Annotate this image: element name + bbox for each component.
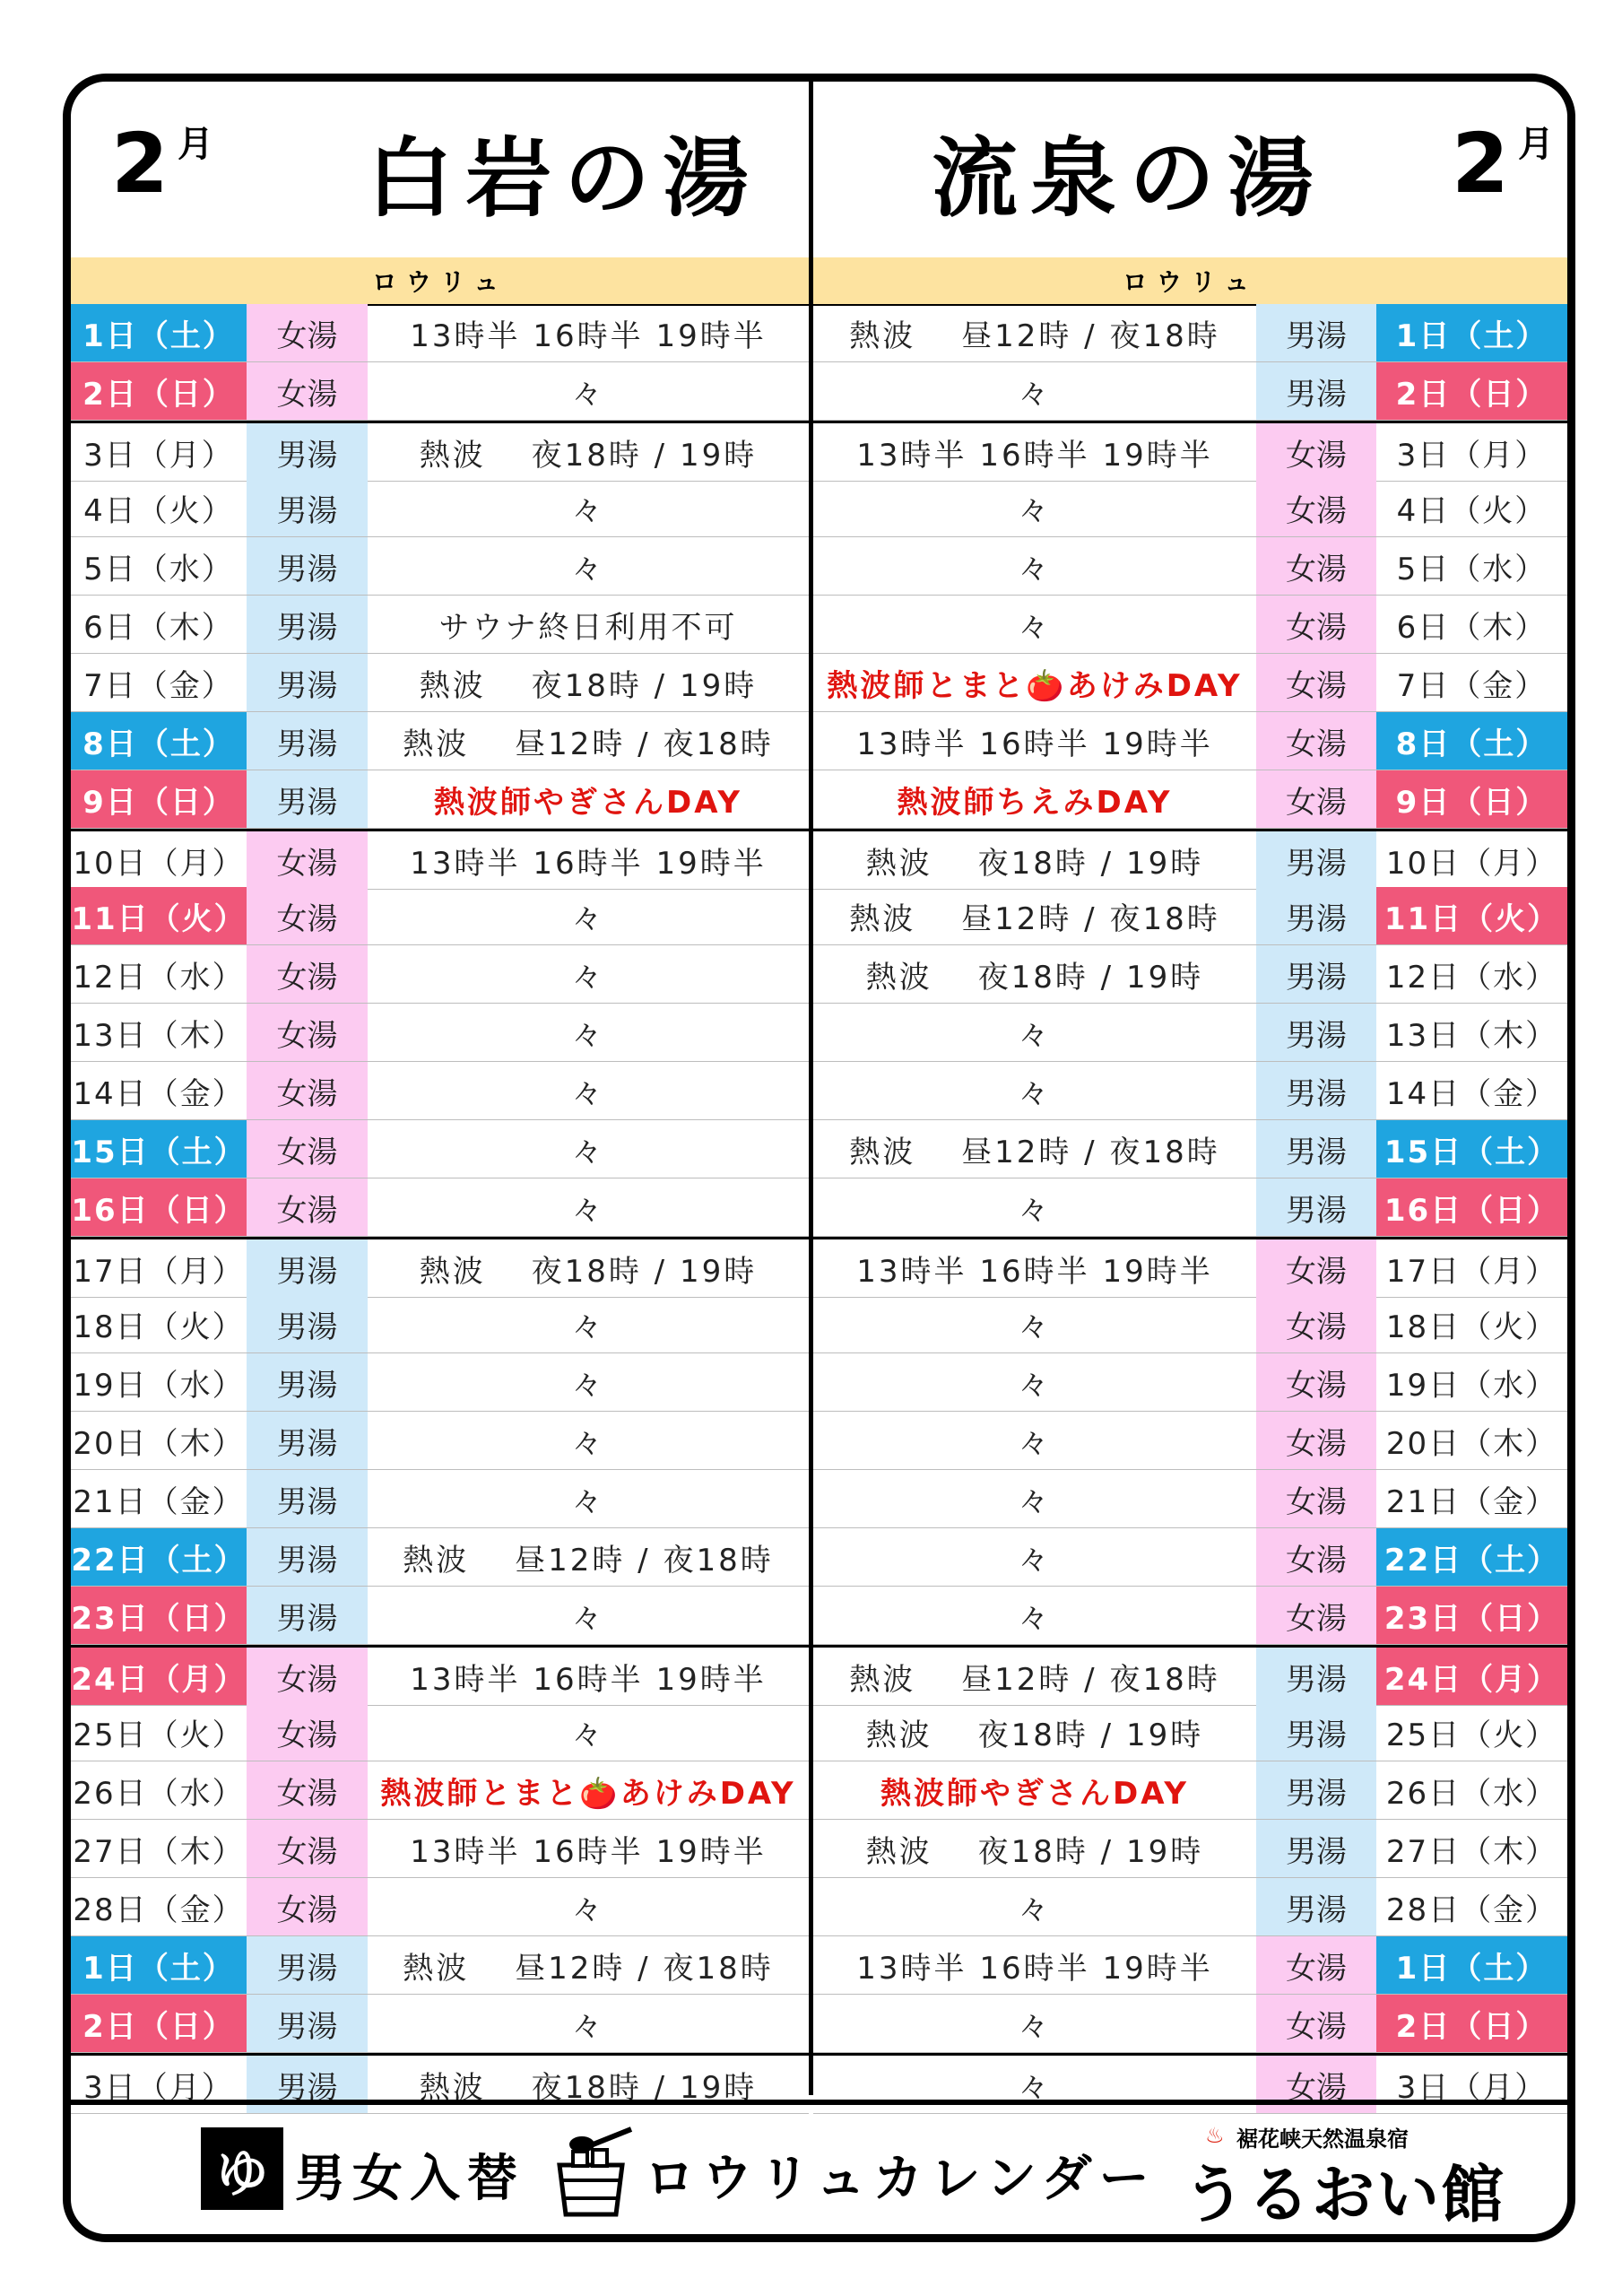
left-date: 25日（火） xyxy=(71,1703,247,1761)
right-date: 24日（月） xyxy=(1376,1648,1567,1706)
right-date: 5日（水） xyxy=(1376,537,1567,596)
right-bath: 女湯 xyxy=(1256,2056,1376,2114)
right-date: 27日（木） xyxy=(1376,1820,1567,1878)
sauna-bucket-icon xyxy=(546,2125,636,2222)
left-lowly-schedule: 々 xyxy=(368,1412,809,1470)
left-lowly-schedule: 熱波師やぎさんDAY xyxy=(368,770,809,829)
right-bath: 女湯 xyxy=(1256,1470,1376,1528)
right-lowly-schedule: 々 xyxy=(813,1062,1256,1120)
schedule-row xyxy=(71,887,1567,945)
inn-subtitle: 裾花峡天然温泉宿 xyxy=(1236,2126,1409,2152)
right-date: 22日（土） xyxy=(1376,1528,1567,1587)
right-lowly-schedule: 13時半 16時半 19時半 xyxy=(813,1936,1256,1995)
right-date: 19日（水） xyxy=(1376,1353,1567,1412)
right-date: 15日（土） xyxy=(1376,1120,1567,1178)
left-date: 10日（月） xyxy=(71,831,247,890)
calendar-frame xyxy=(63,74,1575,2242)
left-date: 2日（日） xyxy=(71,1995,247,2053)
right-date: 1日（土） xyxy=(1376,304,1567,362)
right-bath: 男湯 xyxy=(1256,887,1376,945)
schedule-row xyxy=(71,1062,1567,1120)
left-lowly-schedule: 々 xyxy=(368,479,809,537)
right-lowly-schedule: 々 xyxy=(813,1587,1256,1645)
left-bath: 女湯 xyxy=(247,1178,368,1237)
left-lowly-schedule: 々 xyxy=(368,1178,809,1237)
right-lowly-schedule: 13時半 16時半 19時半 xyxy=(813,712,1256,770)
left-bath: 男湯 xyxy=(247,654,368,712)
left-lowly-schedule: 熱波 夜18時 / 19時 xyxy=(368,654,809,712)
hot-spring-logo-icon: ゆ xyxy=(201,2127,283,2210)
left-date: 23日（日） xyxy=(71,1587,247,1645)
right-lowly-schedule: 熱波 夜18時 / 19時 xyxy=(813,831,1256,890)
left-date: 17日（月） xyxy=(71,1239,247,1298)
right-lowly-schedule: 熱波師とまと🍅あけみDAY xyxy=(813,654,1256,712)
left-bath: 女湯 xyxy=(247,887,368,945)
right-bath: 男湯 xyxy=(1256,1820,1376,1878)
schedule-row xyxy=(71,1528,1567,1587)
schedule-row xyxy=(71,1120,1567,1178)
schedule-row xyxy=(71,1878,1567,1936)
left-date: 8日（土） xyxy=(71,712,247,770)
right-lowly-schedule: 々 xyxy=(813,1995,1256,2053)
left-lowly-schedule: 13時半 16時半 19時半 xyxy=(368,1648,809,1706)
left-date: 3日（月） xyxy=(71,2056,247,2114)
schedule-row xyxy=(71,770,1567,829)
left-bath: 女湯 xyxy=(247,1761,368,1820)
right-bath: 男湯 xyxy=(1256,1878,1376,1936)
right-lowly-schedule: 々 xyxy=(813,1295,1256,1353)
left-bath: 男湯 xyxy=(247,712,368,770)
left-bath: 女湯 xyxy=(247,304,368,362)
right-date: 9日（日） xyxy=(1376,770,1567,829)
left-bath-title: 白岩の湯 xyxy=(367,127,761,229)
right-date: 18日（火） xyxy=(1376,1295,1567,1353)
left-lowly-schedule: 々 xyxy=(368,537,809,596)
left-lowly-schedule: 熱波 昼12時 / 夜18時 xyxy=(368,1936,809,1995)
left-lowly-schedule: 々 xyxy=(368,1587,809,1645)
left-date: 5日（水） xyxy=(71,537,247,596)
footer-calendar-title: ロウリュカレンダー xyxy=(645,2150,1157,2208)
left-lowly-schedule: 々 xyxy=(368,1062,809,1120)
left-date: 27日（木） xyxy=(71,1820,247,1878)
left-lowly-schedule: 熱波 夜18時 / 19時 xyxy=(368,423,809,482)
left-bath: 女湯 xyxy=(247,1120,368,1178)
right-date: 20日（木） xyxy=(1376,1412,1567,1470)
right-lowly-schedule: 々 xyxy=(813,1178,1256,1237)
right-lowly-schedule: 々 xyxy=(813,362,1256,421)
left-date: 7日（金） xyxy=(71,654,247,712)
left-lowly-schedule: 々 xyxy=(368,1703,809,1761)
left-lowly-schedule: 々 xyxy=(368,1295,809,1353)
right-lowly-schedule: 々 xyxy=(813,479,1256,537)
center-divider xyxy=(809,82,813,2095)
right-date: 7日（金） xyxy=(1376,654,1567,712)
schedule-row xyxy=(71,1237,1567,1298)
left-bath: 男湯 xyxy=(247,1587,368,1645)
left-bath: 男湯 xyxy=(247,1470,368,1528)
right-lowly-schedule: 熱波 昼12時 / 夜18時 xyxy=(813,1648,1256,1706)
right-date: 25日（火） xyxy=(1376,1703,1567,1761)
right-date: 4日（火） xyxy=(1376,479,1567,537)
left-date: 6日（木） xyxy=(71,596,247,654)
left-lowly-schedule: 13時半 16時半 19時半 xyxy=(368,1820,809,1878)
header xyxy=(71,82,1567,262)
right-bath: 男湯 xyxy=(1256,1703,1376,1761)
right-date: 2日（日） xyxy=(1376,362,1567,421)
right-lowly-schedule: 熱波 昼12時 / 夜18時 xyxy=(813,887,1256,945)
left-bath: 男湯 xyxy=(247,1295,368,1353)
schedule-row xyxy=(71,1178,1567,1237)
left-date: 26日（水） xyxy=(71,1761,247,1820)
left-bath: 男湯 xyxy=(247,1239,368,1298)
right-bath: 男湯 xyxy=(1256,1761,1376,1820)
left-bath: 男湯 xyxy=(247,1353,368,1412)
schedule-row xyxy=(71,1761,1567,1820)
left-lowly-schedule: サウナ終日利用不可 xyxy=(368,596,809,654)
left-lowly-schedule: 熱波 夜18時 / 19時 xyxy=(368,2056,809,2114)
left-bath: 男湯 xyxy=(247,1412,368,1470)
right-lowly-schedule: 熱波 夜18時 / 19時 xyxy=(813,1703,1256,1761)
left-bath: 女湯 xyxy=(247,1648,368,1706)
right-bath: 男湯 xyxy=(1256,304,1376,362)
right-bath: 男湯 xyxy=(1256,1120,1376,1178)
right-lowly-schedule: 熱波師ちえみDAY xyxy=(813,770,1256,829)
left-date: 21日（金） xyxy=(71,1470,247,1528)
right-lowly-schedule: 々 xyxy=(813,596,1256,654)
right-bath: 女湯 xyxy=(1256,1587,1376,1645)
left-bath: 男湯 xyxy=(247,1936,368,1995)
left-date: 19日（水） xyxy=(71,1353,247,1412)
left-date: 18日（火） xyxy=(71,1295,247,1353)
left-bath: 女湯 xyxy=(247,831,368,890)
right-bath: 女湯 xyxy=(1256,1353,1376,1412)
left-lowly-schedule: 々 xyxy=(368,362,809,421)
right-bath: 男湯 xyxy=(1256,1648,1376,1706)
right-bath: 女湯 xyxy=(1256,1528,1376,1587)
schedule-row xyxy=(71,1995,1567,2053)
right-lowly-schedule: 々 xyxy=(813,1528,1256,1587)
left-bath: 男湯 xyxy=(247,2056,368,2114)
left-lowly-schedule: 々 xyxy=(368,887,809,945)
schedule-row xyxy=(71,945,1567,1004)
left-lowly-schedule: 々 xyxy=(368,1004,809,1062)
left-date: 24日（月） xyxy=(71,1648,247,1706)
onsen-icon: ♨ xyxy=(1205,2123,1225,2148)
schedule-row xyxy=(71,1936,1567,1995)
schedule-row xyxy=(71,1004,1567,1062)
right-bath: 女湯 xyxy=(1256,479,1376,537)
schedule-row xyxy=(71,304,1567,362)
right-bath: 女湯 xyxy=(1256,1295,1376,1353)
left-bath: 女湯 xyxy=(247,362,368,421)
left-date: 3日（月） xyxy=(71,423,247,482)
left-date: 2日（日） xyxy=(71,362,247,421)
right-bath: 男湯 xyxy=(1256,831,1376,890)
right-lowly-schedule: 熱波 昼12時 / 夜18時 xyxy=(813,304,1256,362)
right-date: 23日（日） xyxy=(1376,1587,1567,1645)
right-bath: 女湯 xyxy=(1256,1239,1376,1298)
footer-swap-text: 男女入替 xyxy=(295,2150,525,2208)
right-date: 21日（金） xyxy=(1376,1470,1567,1528)
left-lowly-schedule: 熱波 夜18時 / 19時 xyxy=(368,1239,809,1298)
right-bath: 女湯 xyxy=(1256,1995,1376,2053)
schedule-row xyxy=(71,1703,1567,1761)
right-bath: 女湯 xyxy=(1256,654,1376,712)
left-lowly-header: ロウリュ xyxy=(71,257,809,306)
left-bath: 女湯 xyxy=(247,1878,368,1936)
left-bath: 男湯 xyxy=(247,770,368,829)
right-date: 26日（水） xyxy=(1376,1761,1567,1820)
right-bath: 男湯 xyxy=(1256,1004,1376,1062)
right-lowly-schedule: 々 xyxy=(813,2056,1256,2114)
left-date: 28日（金） xyxy=(71,1878,247,1936)
right-lowly-schedule: 々 xyxy=(813,1353,1256,1412)
right-date: 2日（日） xyxy=(1376,1995,1567,2053)
left-date: 22日（土） xyxy=(71,1528,247,1587)
left-bath: 男湯 xyxy=(247,479,368,537)
left-date: 9日（日） xyxy=(71,770,247,829)
left-date: 11日（火） xyxy=(71,887,247,945)
right-date: 6日（木） xyxy=(1376,596,1567,654)
left-bath: 女湯 xyxy=(247,1703,368,1761)
right-lowly-schedule: 々 xyxy=(813,1004,1256,1062)
right-bath: 女湯 xyxy=(1256,712,1376,770)
left-date: 15日（土） xyxy=(71,1120,247,1178)
left-bath: 男湯 xyxy=(247,423,368,482)
right-lowly-schedule: 々 xyxy=(813,1470,1256,1528)
left-lowly-schedule: 熱波師とまと🍅あけみDAY xyxy=(368,1761,809,1820)
left-date: 14日（金） xyxy=(71,1062,247,1120)
schedule-row xyxy=(71,1412,1567,1470)
right-date: 10日（月） xyxy=(1376,831,1567,890)
left-month-label xyxy=(111,116,213,212)
right-date: 8日（土） xyxy=(1376,712,1567,770)
right-date: 13日（木） xyxy=(1376,1004,1567,1062)
schedule-row xyxy=(71,362,1567,421)
right-date: 16日（日） xyxy=(1376,1178,1567,1237)
right-bath: 女湯 xyxy=(1256,423,1376,482)
inn-name: うるおい館 xyxy=(1183,2157,1505,2231)
right-lowly-schedule: 13時半 16時半 19時半 xyxy=(813,423,1256,482)
left-bath: 女湯 xyxy=(247,945,368,1004)
right-date: 1日（土） xyxy=(1376,1936,1567,1995)
left-lowly-schedule: 々 xyxy=(368,1353,809,1412)
left-bath: 男湯 xyxy=(247,596,368,654)
left-lowly-schedule: 13時半 16時半 19時半 xyxy=(368,831,809,890)
left-month-unit: 月 xyxy=(178,124,214,165)
right-bath-title: 流泉の湯 xyxy=(932,127,1326,229)
right-lowly-schedule: 熱波 昼12時 / 夜18時 xyxy=(813,1120,1256,1178)
right-lowly-schedule: 13時半 16時半 19時半 xyxy=(813,1239,1256,1298)
right-bath: 男湯 xyxy=(1256,1062,1376,1120)
right-lowly-schedule: 々 xyxy=(813,1878,1256,1936)
left-bath: 男湯 xyxy=(247,537,368,596)
schedule-row xyxy=(71,654,1567,712)
schedule-row xyxy=(71,712,1567,770)
right-bath: 女湯 xyxy=(1256,1412,1376,1470)
left-bath: 男湯 xyxy=(247,1528,368,1587)
schedule-row xyxy=(71,421,1567,482)
right-date: 3日（月） xyxy=(1376,2056,1567,2114)
right-lowly-schedule: 々 xyxy=(813,537,1256,596)
schedule-row xyxy=(71,1470,1567,1528)
schedule-row xyxy=(71,1645,1567,1706)
left-lowly-schedule: 熱波 昼12時 / 夜18時 xyxy=(368,712,809,770)
left-bath: 女湯 xyxy=(247,1820,368,1878)
right-lowly-schedule: 々 xyxy=(813,1412,1256,1470)
left-date: 1日（土） xyxy=(71,304,247,362)
right-bath: 女湯 xyxy=(1256,770,1376,829)
left-date: 16日（日） xyxy=(71,1178,247,1237)
schedule-row xyxy=(71,829,1567,890)
right-bath: 女湯 xyxy=(1256,537,1376,596)
right-lowly-schedule: 熱波師やぎさんDAY xyxy=(813,1761,1256,1820)
left-date: 20日（木） xyxy=(71,1412,247,1470)
right-bath: 男湯 xyxy=(1256,1178,1376,1237)
left-month-number: 2 xyxy=(111,116,169,212)
right-date: 17日（月） xyxy=(1376,1239,1567,1298)
schedule-row xyxy=(71,1295,1567,1353)
right-date: 11日（火） xyxy=(1376,887,1567,945)
right-lowly-header: ロウリュ xyxy=(813,257,1567,306)
right-date: 12日（水） xyxy=(1376,945,1567,1004)
footer xyxy=(71,2100,1567,2239)
left-lowly-schedule: 13時半 16時半 19時半 xyxy=(368,304,809,362)
right-date: 14日（金） xyxy=(1376,1062,1567,1120)
left-date: 13日（木） xyxy=(71,1004,247,1062)
right-bath: 女湯 xyxy=(1256,596,1376,654)
left-lowly-schedule: 々 xyxy=(368,1120,809,1178)
left-date: 12日（水） xyxy=(71,945,247,1004)
right-bath: 女湯 xyxy=(1256,1936,1376,1995)
schedule-row xyxy=(71,596,1567,654)
right-lowly-schedule: 熱波 夜18時 / 19時 xyxy=(813,945,1256,1004)
right-date: 28日（金） xyxy=(1376,1878,1567,1936)
schedule-row xyxy=(71,479,1567,537)
left-bath: 女湯 xyxy=(247,1004,368,1062)
schedule-row xyxy=(71,1820,1567,1878)
left-bath: 男湯 xyxy=(247,1995,368,2053)
right-month-number: 2 xyxy=(1452,116,1510,212)
left-lowly-schedule: 々 xyxy=(368,1878,809,1936)
schedule-row xyxy=(71,1353,1567,1412)
right-lowly-schedule: 熱波 夜18時 / 19時 xyxy=(813,1820,1256,1878)
right-bath: 男湯 xyxy=(1256,945,1376,1004)
left-lowly-schedule: 熱波 昼12時 / 夜18時 xyxy=(368,1528,809,1587)
right-month-unit: 月 xyxy=(1518,124,1555,165)
left-bath: 女湯 xyxy=(247,1062,368,1120)
right-date: 3日（月） xyxy=(1376,423,1567,482)
left-date: 1日（土） xyxy=(71,1936,247,1995)
schedule-row xyxy=(71,537,1567,596)
right-bath: 男湯 xyxy=(1256,362,1376,421)
right-month-label xyxy=(1452,116,1554,212)
left-lowly-schedule: 々 xyxy=(368,945,809,1004)
left-date: 4日（火） xyxy=(71,479,247,537)
left-lowly-schedule: 々 xyxy=(368,1995,809,2053)
schedule-row xyxy=(71,1587,1567,1645)
left-lowly-schedule: 々 xyxy=(368,1470,809,1528)
